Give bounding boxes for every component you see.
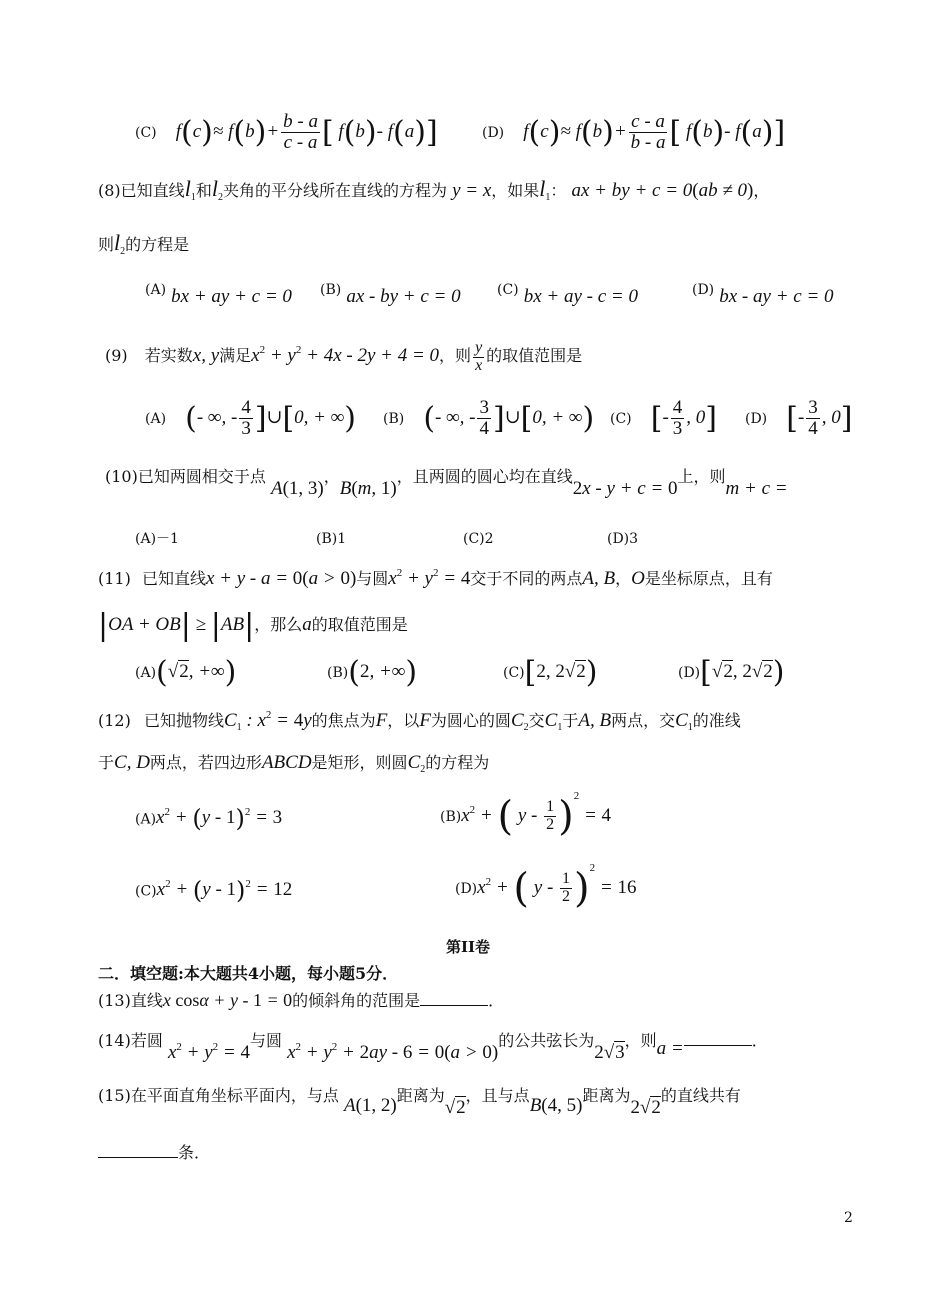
section-heading: 二．填空题:本大题共4小题，每小题5分． bbox=[98, 964, 399, 983]
math: $C_1$ : $x^2 = 4y$ bbox=[223, 709, 312, 733]
text: 的取值范围是 bbox=[311, 614, 408, 634]
option-label: (C) bbox=[497, 282, 519, 298]
option-label: (C) bbox=[503, 664, 525, 681]
text: 的公共弦长为 bbox=[498, 1031, 595, 1050]
math: x cosα + y - 1 = 0 bbox=[162, 990, 293, 1010]
math: 2√3 bbox=[594, 1042, 625, 1063]
math: A(1, 3) bbox=[270, 478, 324, 499]
option-label: (A) bbox=[135, 811, 157, 828]
q9-option-d bbox=[745, 398, 853, 439]
question-number: (9) bbox=[105, 345, 128, 365]
formula: $x^2 + (y - 1)^2 = 3$ bbox=[156, 805, 283, 833]
text: ，以 bbox=[387, 711, 420, 730]
math: O bbox=[631, 568, 645, 589]
math: $x^2 + y^2 + 2ay - 6 = 0(a > 0)$ bbox=[287, 1041, 499, 1063]
q15-stem-line2 bbox=[98, 1140, 210, 1163]
option-label: (D) bbox=[678, 664, 701, 681]
math: 2x - y + c = 0 bbox=[572, 478, 678, 499]
formula: bx + ay + c = 0 bbox=[171, 286, 292, 307]
option-label: (A) bbox=[145, 282, 167, 298]
section-title: 第II卷 bbox=[446, 938, 491, 956]
text: 的倾斜角的范围是 bbox=[292, 991, 421, 1010]
option-label: (A) bbox=[145, 410, 167, 427]
text: 是矩形，则圆 bbox=[311, 753, 408, 772]
math: $l_2$ bbox=[211, 176, 223, 203]
math: $l_1$ bbox=[184, 176, 196, 203]
formula: [2, 2√2) bbox=[524, 655, 598, 690]
q10-stem bbox=[105, 464, 788, 500]
text: 两点，交 bbox=[611, 711, 676, 730]
q11-option-d bbox=[678, 655, 784, 690]
math: B(m, 1) bbox=[339, 478, 397, 499]
text: 与圆 bbox=[356, 569, 389, 588]
formula: $x^2$ + ( y - $\frac{1}{2}$ )$^2$ = 4 bbox=[461, 790, 612, 840]
formula: (- ∞, - $\frac{3}{4}$ ]∪[0, + ∞) bbox=[423, 397, 595, 439]
text: 交于不同的两点 bbox=[470, 569, 583, 588]
q11-stem-line1: (11) 已知直线x + y - a = 0(a > 0)与圆$x^2 + y^2 = 4$交于不同的两点A, B，O是坐标原点，且有 bbox=[98, 567, 773, 589]
text: 已知两圆相交于点 bbox=[137, 467, 266, 486]
formula: (2, +∞) bbox=[348, 655, 418, 690]
q8-stem-line1 bbox=[98, 176, 769, 203]
math: ax + by + c = 0(ab ≠ 0) bbox=[571, 180, 754, 201]
text: 距离为 bbox=[396, 1086, 445, 1105]
text: 的方程是 bbox=[125, 235, 190, 254]
q11-option-c bbox=[503, 655, 598, 690]
math: m + c = bbox=[725, 478, 788, 499]
q7-option-d bbox=[482, 112, 785, 153]
formula: f(c)≈ f(b)+ $\frac{c - a}{b - a}$ [ f(b)- f(a)] bbox=[523, 111, 786, 153]
text: ，且与点 bbox=[465, 1086, 530, 1105]
option-label: (B) bbox=[327, 664, 349, 681]
q10-option-b bbox=[316, 528, 346, 547]
text: 已知直线 bbox=[120, 181, 185, 200]
formula: (√2, +∞) bbox=[156, 655, 237, 690]
q8-option-b bbox=[320, 282, 461, 308]
math: y = x bbox=[452, 180, 492, 201]
text: 若实数 bbox=[144, 345, 193, 365]
q11-option-a bbox=[135, 655, 236, 690]
q9-option-a bbox=[145, 398, 356, 439]
q14-stem bbox=[98, 1028, 768, 1064]
math: F bbox=[375, 710, 388, 731]
math: A, B bbox=[582, 568, 616, 589]
question-number: (11) bbox=[98, 569, 131, 588]
text: 条． bbox=[178, 1143, 211, 1162]
math: $x^2 + y^2 = 4$ bbox=[167, 1041, 250, 1063]
q9-option-c bbox=[610, 398, 717, 439]
option-label: (C) bbox=[135, 124, 157, 141]
math: √2 bbox=[444, 1097, 466, 1118]
text: 距离为 bbox=[582, 1086, 631, 1105]
math: $l_2$ bbox=[114, 230, 126, 257]
q8-option-a bbox=[145, 282, 292, 308]
q10-option-d bbox=[607, 528, 638, 547]
text: 是坐标原点，且有 bbox=[644, 569, 773, 588]
answer-blank[interactable] bbox=[684, 1045, 752, 1046]
text: 若圆 bbox=[130, 1031, 163, 1050]
math: F bbox=[419, 710, 431, 731]
formula: $x^2 + (y - 1)^2 = 12$ bbox=[156, 877, 293, 905]
q12-option-b bbox=[440, 790, 611, 840]
q12-option-a bbox=[135, 805, 282, 833]
math: $\frac{y}{x}$ bbox=[475, 339, 483, 374]
q10-option-c bbox=[463, 528, 494, 547]
math: C, D bbox=[114, 752, 150, 773]
option-label: (B) bbox=[383, 410, 405, 427]
text: 与圆 bbox=[249, 1031, 282, 1050]
formula: $x^2$ + ( y - $\frac{1}{2}$ )$^2$ = 16 bbox=[477, 862, 637, 912]
math: $C_2$ bbox=[407, 752, 426, 775]
q12-option-d bbox=[455, 862, 636, 912]
q12-stem-line1 bbox=[98, 708, 741, 733]
q7-option-c bbox=[135, 112, 438, 153]
math: $C_2$ bbox=[510, 710, 529, 733]
text: ， bbox=[753, 181, 770, 200]
text: 已知抛物线 bbox=[143, 711, 224, 730]
option-text: (B)1 bbox=[316, 531, 347, 547]
text: 的焦点为 bbox=[311, 711, 376, 730]
formula: bx - ay + c = 0 bbox=[719, 286, 834, 307]
text: 满足 bbox=[219, 345, 252, 365]
text: 已知直线 bbox=[141, 569, 206, 588]
text: 上，则 bbox=[677, 467, 726, 486]
math: B(4, 5) bbox=[529, 1095, 583, 1116]
question-number: (14) bbox=[98, 1031, 131, 1050]
question-number: (8) bbox=[98, 181, 121, 200]
option-label: (D) bbox=[455, 881, 478, 897]
q10-option-a bbox=[135, 528, 179, 548]
math: a bbox=[302, 613, 312, 635]
text: 夹角的平分线所在直线的方程为 bbox=[222, 181, 447, 200]
formula: [√2, 2√2) bbox=[700, 655, 785, 690]
text: 在平面直角坐标平面内，与点 bbox=[130, 1086, 339, 1105]
math: A, B bbox=[578, 710, 612, 731]
q11-stem-line2 bbox=[98, 608, 408, 643]
formula: f(c)≈ f(b)+ $\frac{b - a}{c - a}$ [ f(b)- f(a)] bbox=[175, 111, 438, 153]
math: A(1, 2) bbox=[343, 1095, 397, 1116]
math: 2√2 bbox=[630, 1097, 661, 1118]
text: 和 bbox=[195, 181, 212, 200]
option-label: (D) bbox=[692, 282, 715, 298]
text: ，则 bbox=[624, 1031, 657, 1050]
q8-stem-line2 bbox=[98, 230, 189, 257]
text: 的取值范围是 bbox=[486, 345, 583, 365]
text: ，且两圆的圆心均在直线 bbox=[396, 467, 573, 486]
text: 于 bbox=[98, 753, 115, 772]
text: 直线 bbox=[130, 991, 163, 1010]
formula: (- ∞, - $\frac{4}{3}$ ]∪[0, + ∞) bbox=[185, 397, 357, 439]
text: ，如果 bbox=[491, 181, 540, 200]
q15-stem-line1 bbox=[98, 1083, 741, 1119]
math: $C_1$ bbox=[544, 710, 563, 733]
text: 为圆心的圆 bbox=[430, 711, 511, 730]
q11-option-b bbox=[327, 655, 417, 690]
q13-stem bbox=[98, 988, 504, 1011]
q8-option-d bbox=[692, 282, 834, 308]
math: x + y - a = 0(a > 0) bbox=[205, 568, 357, 589]
option-label: (C) bbox=[610, 410, 632, 427]
formula: ax - by + c = 0 bbox=[346, 286, 461, 307]
q8-option-c bbox=[497, 282, 638, 308]
option-text: (A)－1 bbox=[135, 531, 179, 547]
text: 两点，若四边形 bbox=[149, 753, 262, 772]
text: ． bbox=[751, 1031, 768, 1050]
option-label: (B) bbox=[440, 809, 462, 825]
math: |OA + OB| ≥ |AB| bbox=[98, 608, 255, 643]
page-number: 2 bbox=[844, 1210, 853, 1226]
math: $x^2 + y^2 + 4x - 2y + 4 = 0$ bbox=[251, 343, 440, 366]
text: ， bbox=[323, 467, 340, 486]
option-label: (A) bbox=[135, 664, 157, 681]
q9-stem bbox=[105, 340, 582, 375]
question-number: (13) bbox=[98, 991, 131, 1010]
answer-blank[interactable] bbox=[98, 1157, 178, 1158]
option-text: (C)2 bbox=[463, 531, 494, 547]
math: x, y bbox=[192, 344, 220, 366]
option-label: (D) bbox=[745, 410, 768, 427]
math: $l_1$ bbox=[539, 176, 551, 203]
text: 的准线 bbox=[692, 711, 741, 730]
question-number: (10) bbox=[105, 467, 138, 486]
question-number: (12) bbox=[98, 711, 131, 730]
text: 的直线共有 bbox=[660, 1086, 741, 1105]
text: ： bbox=[550, 181, 567, 200]
text: 则 bbox=[98, 235, 115, 254]
answer-blank[interactable] bbox=[420, 1005, 488, 1006]
math: $C_1$ bbox=[675, 710, 693, 733]
text: 于 bbox=[562, 711, 579, 730]
math: ABCD bbox=[261, 752, 312, 773]
text: ． bbox=[488, 991, 505, 1010]
option-label: (C) bbox=[135, 883, 157, 900]
formula: bx + ay - c = 0 bbox=[523, 286, 639, 307]
formula: [- $\frac{4}{3}$ , 0] bbox=[650, 397, 717, 439]
text: 交 bbox=[528, 711, 545, 730]
text: 的方程为 bbox=[425, 753, 490, 772]
q12-stem-line2 bbox=[98, 750, 489, 775]
question-number: (15) bbox=[98, 1086, 131, 1105]
option-text: (D)3 bbox=[607, 531, 639, 547]
text: ，那么 bbox=[254, 614, 303, 634]
math: $x^2 + y^2 = 4$ bbox=[388, 567, 471, 589]
math: a = bbox=[656, 1038, 684, 1059]
option-label: (B) bbox=[320, 282, 342, 298]
formula: [- $\frac{3}{4}$ , 0] bbox=[786, 397, 853, 439]
text: ，则 bbox=[439, 345, 472, 365]
option-label: (D) bbox=[482, 124, 505, 141]
q12-option-c bbox=[135, 877, 292, 905]
q9-option-b bbox=[383, 398, 594, 439]
